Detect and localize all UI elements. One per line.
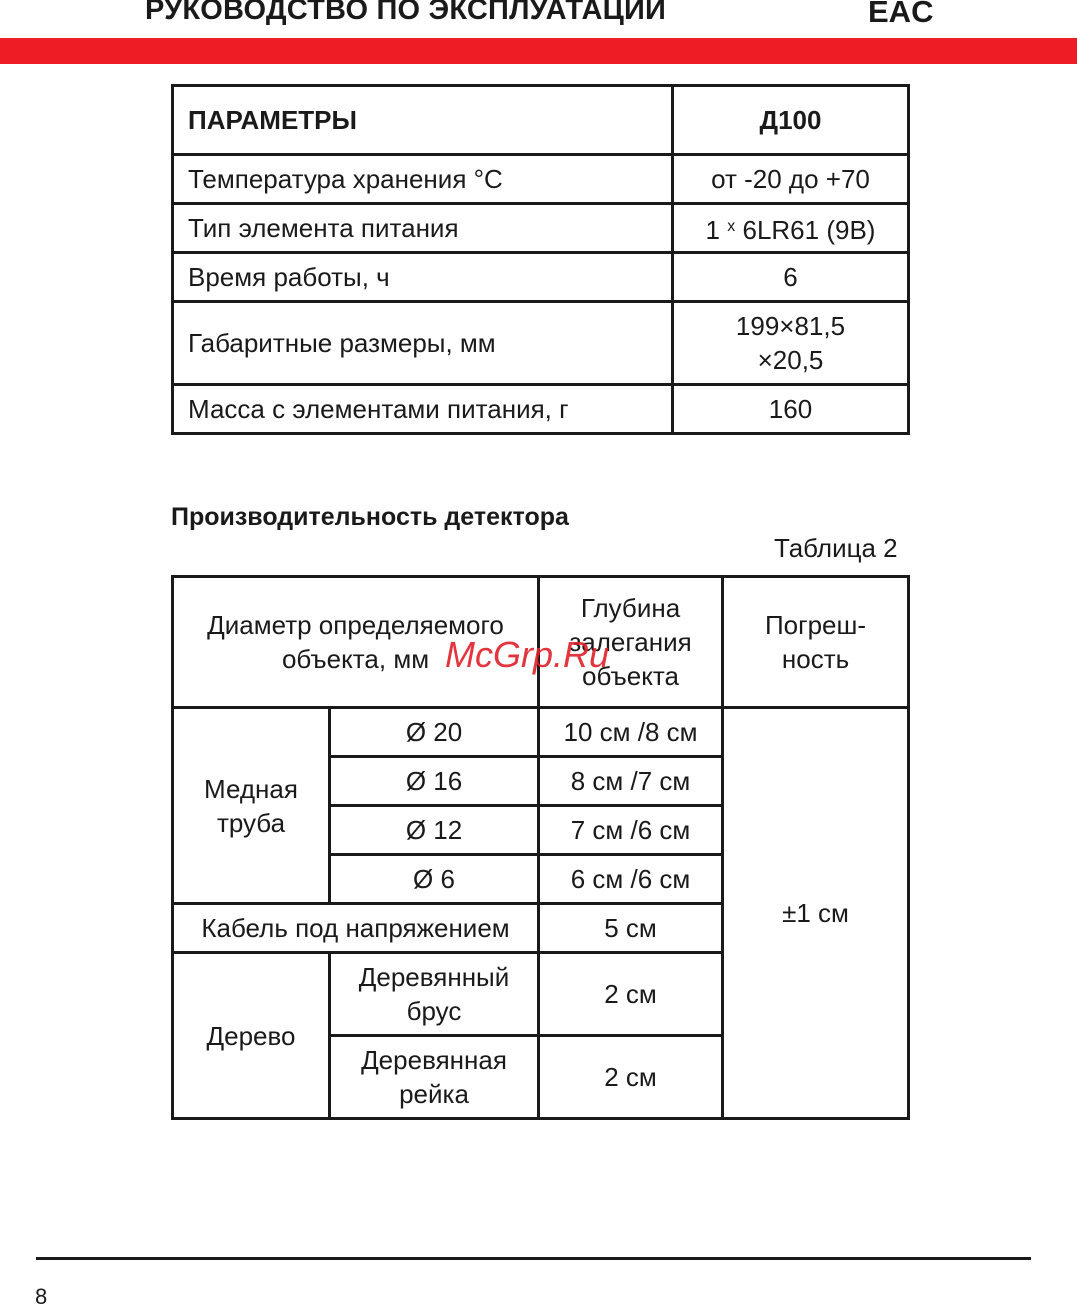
specs-label: Габаритные размеры, мм bbox=[173, 302, 673, 385]
wood-type-line-2: брус bbox=[406, 996, 462, 1026]
table-row bbox=[173, 708, 909, 757]
specs-row bbox=[173, 385, 909, 434]
specs-label: Масса с элементами питания, г bbox=[173, 385, 673, 434]
specs-value: от -20 до +70 bbox=[673, 155, 909, 204]
specs-label: Тип элемента питания bbox=[173, 204, 673, 253]
page-number: 8 bbox=[35, 1284, 48, 1309]
section-title: Производительность детектора bbox=[171, 503, 569, 531]
specs-row bbox=[173, 204, 909, 253]
header-error-line-2: ность bbox=[781, 644, 850, 674]
header-error-line-1: Погреш- bbox=[764, 610, 867, 640]
specs-value: 160 bbox=[673, 385, 909, 434]
depth-cell: 2 см bbox=[539, 1036, 723, 1119]
diameter-cell: Ø 6 bbox=[330, 855, 539, 904]
error-value: ±1 см bbox=[723, 708, 909, 1119]
wood-type-line-1: Деревянный bbox=[358, 962, 510, 992]
specs-header-param: ПАРАМЕТРЫ bbox=[173, 86, 673, 155]
specs-label: Температура хранения °С bbox=[173, 155, 673, 204]
battery-count: 1 bbox=[705, 214, 721, 245]
header-red-band bbox=[0, 38, 1077, 64]
header-depth-line-2: залегания bbox=[569, 627, 692, 657]
wood-type-line-2: рейка bbox=[399, 1079, 469, 1109]
depth-cell: 7 см /6 см bbox=[539, 806, 723, 855]
eac-mark: EAC bbox=[868, 0, 934, 29]
battery-type: 6LR61 (9В) bbox=[742, 214, 876, 245]
specs-row bbox=[173, 155, 909, 204]
specs-row bbox=[173, 253, 909, 302]
diameter-cell: Ø 12 bbox=[330, 806, 539, 855]
header-diameter-line-2: объекта, мм bbox=[281, 644, 430, 674]
wood-label: Дерево bbox=[173, 953, 330, 1119]
specs-label: Время работы, ч bbox=[173, 253, 673, 302]
depth-cell: 5 см bbox=[539, 904, 723, 953]
copper-pipe-line-1: Медная bbox=[204, 773, 298, 804]
dimensions-line-2: ×20,5 bbox=[757, 345, 824, 375]
cable-label: Кабель под напряжением bbox=[173, 904, 539, 953]
specifications-table bbox=[171, 84, 910, 435]
specs-value: 6 bbox=[673, 253, 909, 302]
footer-divider bbox=[36, 1257, 1031, 1260]
specs-header-row bbox=[173, 86, 909, 155]
specs-value bbox=[673, 302, 909, 385]
depth-cell: 6 см /6 см bbox=[539, 855, 723, 904]
header-error bbox=[723, 577, 909, 708]
diameter-cell: Ø 16 bbox=[330, 757, 539, 806]
depth-cell: 8 см /7 см bbox=[539, 757, 723, 806]
wood-type-cell bbox=[330, 1036, 539, 1119]
header-diameter-line-1: Диаметр определяемого bbox=[207, 610, 504, 640]
copper-pipe-label bbox=[173, 708, 330, 904]
wood-type-line-1: Деревянная bbox=[361, 1045, 507, 1075]
depth-cell: 2 см bbox=[539, 953, 723, 1036]
dimensions-line-1: 199×81,5 bbox=[735, 311, 846, 341]
header-depth-line-1: Глубина bbox=[580, 593, 681, 623]
table-number: Таблица 2 bbox=[774, 533, 898, 563]
depth-cell: 10 см /8 см bbox=[539, 708, 723, 757]
specs-row bbox=[173, 302, 909, 385]
diameter-cell: Ø 20 bbox=[330, 708, 539, 757]
wood-type-cell bbox=[330, 953, 539, 1036]
copper-pipe-line-2: труба bbox=[216, 807, 286, 838]
document-title: РУКОВОДСТВО ПО ЭКСПЛУАТАЦИИ bbox=[145, 0, 667, 26]
times-sign: x bbox=[727, 217, 736, 235]
header-depth-line-3: объекта bbox=[582, 661, 679, 691]
specs-value bbox=[673, 204, 909, 253]
specs-header-model: Д100 bbox=[673, 86, 909, 155]
watermark: McGrp.Ru bbox=[445, 634, 610, 675]
